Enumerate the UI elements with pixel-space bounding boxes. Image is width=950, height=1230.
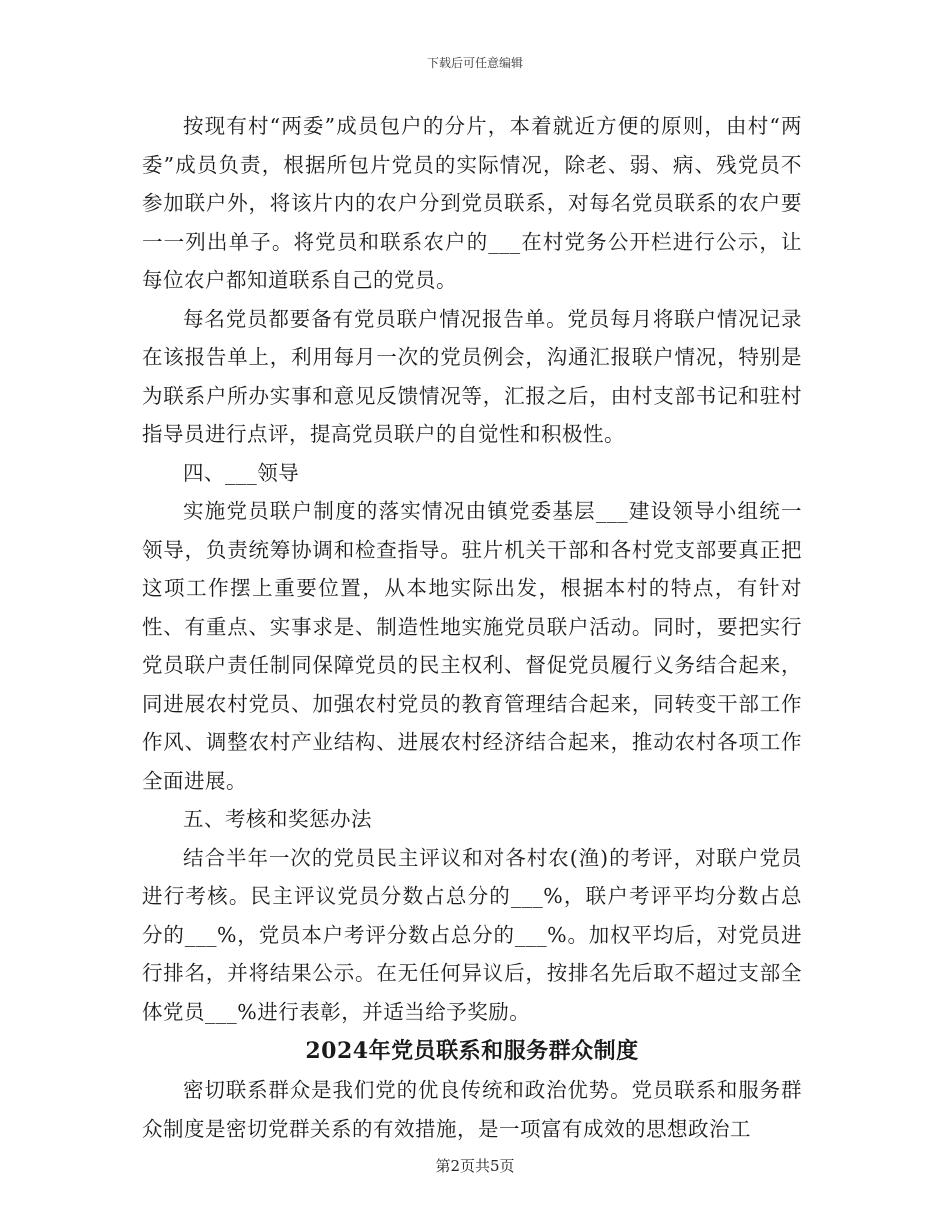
paragraph-leadership: 实施党员联户制度的落实情况由镇党委基层___建设领导小组统一领导，负责统筹协调和检查指导。驻片机关干部和各村党支部要真正把这项工作摆上重要位置，从本地实际出发，根据本村的特点，有针对性、有重点、实事求是、制造性地实施党员联户活动。同时，要把实行党员联户责任制同保障党员的民主权利、督促党员履行义务结合起来，同进展农村党员、加强农村党员的教育管理结合起来，同转变干部工作作风、调整农村产业结构、进展农村经济结合起来，推动农村各项工作全面进展。 — [142, 499, 802, 793]
document-body — [142, 107, 802, 1148]
paragraph-household-division: 按现有村“两委”成员包户的分片，本着就近方便的原则，由村“两委”成员负责，根据所包片党员的实际情况，除老、弱、病、残党员不参加联户外，将该片内的农户分到党员联系，对每名党员联系的农户要一一列出单子。将党员和联系农户的___在村党务公开栏进行公示，让每位农户都知道联系自己的党员。 — [142, 114, 802, 292]
section-heading-assessment: 五、考核和奖惩办法 — [183, 807, 372, 831]
paragraph-assessment: 结合半年一次的党员民主评议和对各村农(渔)的考评，对联户党员进行考核。民主评议党员分数占总分的___%，联户考评平均分数占总分的___%，党员本户考评分数占总分的___%。加权平均后，对党员进行排名，并将结果公示。在无任何异议后，按排名先后取不超过支部全体党员___%进行表彰，并适当给予奖励。 — [142, 845, 802, 1024]
page-header-note: 下载后可任意编辑 — [426, 56, 523, 70]
section-heading-leadership: 四、___领导 — [183, 460, 300, 485]
document-title: 2024年党员联系和服务群众制度 — [305, 1038, 639, 1064]
page-number-footer: 第2页共5页 — [435, 1157, 515, 1175]
paragraph-intro: 密切联系群众是我们党的优良传统和政治优势。党员联系和服务群众制度是密切党群关系的有效措施，是一项富有成效的思想政治工 — [142, 1078, 802, 1141]
paragraph-report-sheet: 每名党员都要备有党员联户情况报告单。党员每月将联户情况记录在该报告单上，利用每月一次的党员例会，沟通汇报联户情况，特别是为联系户所办实事和意见反馈情况等，汇报之后，由村支部书记和驻村指导员进行点评，提高党员联户的自觉性和积极性。 — [142, 306, 802, 446]
